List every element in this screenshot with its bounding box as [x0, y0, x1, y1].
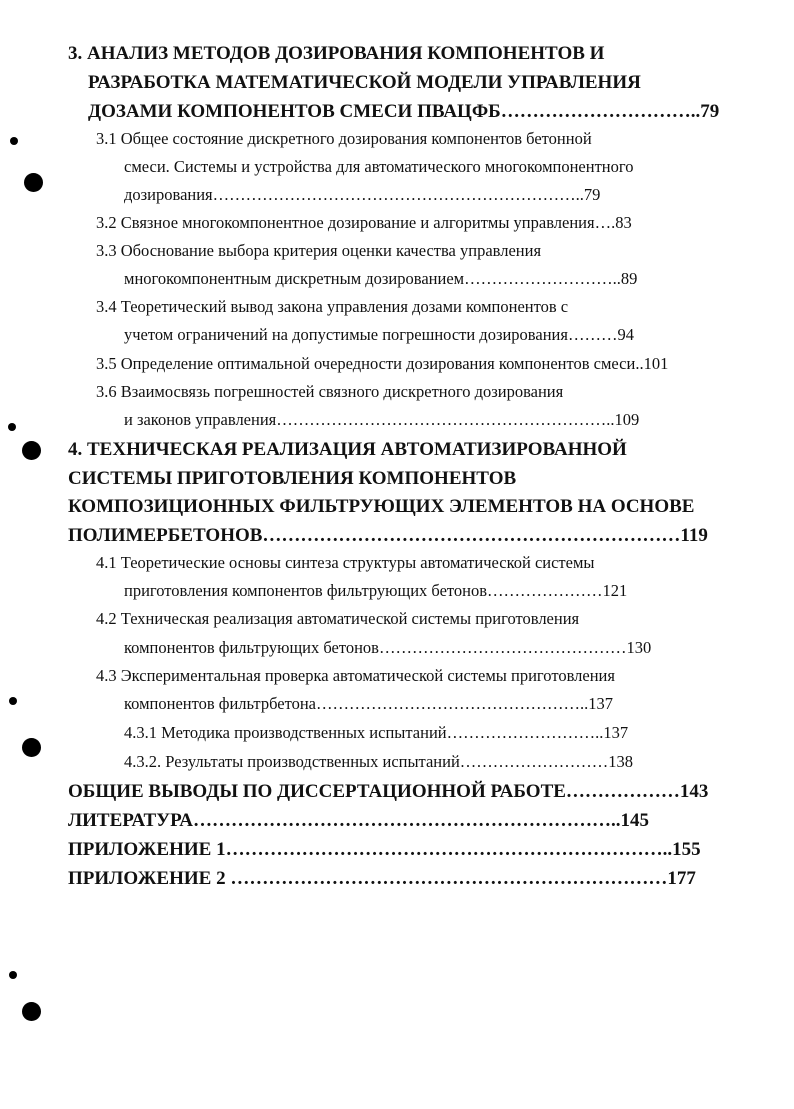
toc-entry-4-1-line2: приготовления компонентов фильтрующих бетонов…………………121: [124, 581, 628, 600]
toc-entry-3-1-line1: 3.1 Общее состояние дискретного дозирования компонентов бетонной: [96, 129, 592, 148]
toc-heading-4-line4: ПОЛИМЕРБЕТОНОВ…………………………………………………………119: [68, 525, 708, 546]
toc-heading-appendix-1: ПРИЛОЖЕНИЕ 1……………………………………………………………..155: [68, 839, 701, 860]
binder-hole: [22, 441, 41, 460]
binder-hole-dot: [10, 137, 18, 145]
binder-hole: [22, 1002, 41, 1021]
toc-entry-3-3-line2: многокомпонентным дискретным дозированием………………………..89: [124, 269, 638, 288]
toc-entry-3-2: 3.2 Связное многокомпонентное дозирование и алгоритмы управления….83: [96, 213, 632, 232]
toc-heading-3-line3: ДОЗАМИ КОМПОНЕНТОВ СМЕСИ ПВАЦФБ…………………………..79: [88, 101, 720, 122]
toc-entry-3-6-line2: и законов управления……………………………………………………..109: [124, 410, 640, 429]
toc-entry-4-3-2: 4.3.2. Результаты производственных испытаний………………………138: [124, 752, 634, 771]
toc-heading-literature: ЛИТЕРАТУРА…………………………………………………………..145: [68, 810, 650, 831]
toc-heading-conclusions: ОБЩИЕ ВЫВОДЫ ПО ДИССЕРТАЦИОННОЙ РАБОТЕ………………143: [68, 781, 709, 802]
toc-entry-4-3-line1: 4.3 Экспериментальная проверка автоматической системы приготовления: [96, 666, 615, 685]
toc-entry-3-5: 3.5 Определение оптимальной очередности дозирования компонентов смеси..101: [96, 354, 669, 373]
toc-heading-4-line1: 4. ТЕХНИЧЕСКАЯ РЕАЛИЗАЦИЯ АВТОМАТИЗИРОВАННОЙ: [68, 439, 627, 460]
toc-heading-appendix-2: ПРИЛОЖЕНИЕ 2 ……………………………………………………………177: [68, 868, 696, 889]
toc-entry-4-3-1: 4.3.1 Методика производственных испытаний………………………..137: [124, 723, 629, 742]
binder-hole-dot: [9, 971, 17, 979]
binder-hole: [22, 738, 41, 757]
toc-entry-4-1-line1: 4.1 Теоретические основы синтеза структуры автоматической системы: [96, 553, 595, 572]
toc-entry-3-1-line3: дозирования…………………………………………………………..79: [124, 185, 601, 204]
toc-entry-4-2-line2: компонентов фильтрующих бетонов………………………………………130: [124, 638, 652, 657]
toc-entry-3-4-line1: 3.4 Теоретический вывод закона управления дозами компонентов с: [96, 297, 569, 316]
toc-entry-3-1-line2: смеси. Системы и устройства для автоматического многокомпонентного: [124, 157, 634, 176]
toc-entry-3-4-line2: учетом ограничений на допустимые погрешности дозирования………94: [124, 325, 634, 344]
toc-entry-4-3-line2: компонентов фильтрбетона…………………………………………..137: [124, 694, 613, 713]
toc-heading-4-line3: КОМПОЗИЦИОННЫХ ФИЛЬТРУЮЩИХ ЭЛЕМЕНТОВ НА ОСНОВЕ: [68, 496, 695, 517]
binder-hole: [24, 173, 43, 192]
toc-heading-3-line2: РАЗРАБОТКА МАТЕМАТИЧЕСКОЙ МОДЕЛИ УПРАВЛЕНИЯ: [88, 72, 641, 93]
binder-hole-dot: [9, 697, 17, 705]
toc-entry-3-6-line1: 3.6 Взаимосвязь погрешностей связного дискретного дозирования: [96, 382, 564, 401]
binder-hole-dot: [8, 423, 16, 431]
toc-heading-4-line2: СИСТЕМЫ ПРИГОТОВЛЕНИЯ КОМПОНЕНТОВ: [68, 468, 517, 489]
toc-entry-4-2-line1: 4.2 Техническая реализация автоматической системы приготовления: [96, 609, 580, 628]
toc-heading-3-line1: 3. АНАЛИЗ МЕТОДОВ ДОЗИРОВАНИЯ КОМПОНЕНТОВ И: [68, 43, 605, 64]
toc-entry-3-3-line1: 3.3 Обоснование выбора критерия оценки качества управления: [96, 241, 542, 260]
